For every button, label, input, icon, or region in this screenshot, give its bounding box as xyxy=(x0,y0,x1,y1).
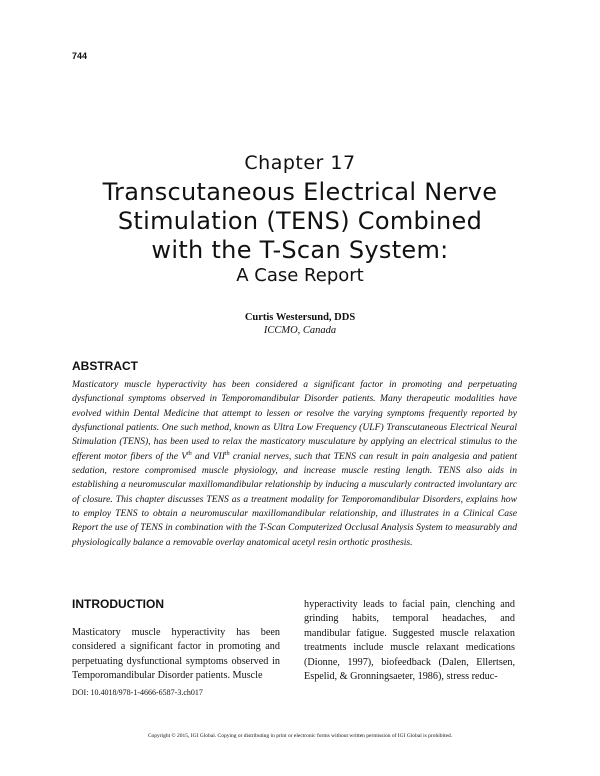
doi: DOI: 10.4018/978-1-4666-6587-3.ch017 xyxy=(72,688,203,697)
copyright-notice: Copyright © 2015, IGI Global. Copying or distributing in print or electronic forms without written permission of IGI Global is prohibited. xyxy=(147,733,453,739)
superscript-th: th xyxy=(224,450,230,457)
author-name: Curtis Westersund, DDS xyxy=(244,312,356,323)
introduction-left-column: Masticatory muscle hyperactivity has been considered a significant factor in promoting and perpetuating dysfunctional symptoms observed in Temporomandibular Disorder patients. Muscle xyxy=(72,627,280,682)
title-line-2: Stimulation (TENS) Combined xyxy=(117,207,483,235)
chapter-subtitle: A Case Report xyxy=(236,265,364,286)
chapter-title xyxy=(40,178,560,265)
title-line-3: with the T-Scan System: xyxy=(151,236,449,264)
abstract-heading: ABSTRACT xyxy=(72,359,138,373)
abstract-text-part-3: cranial nerves, such that TENS can result in pain analgesia and patient sedation, restore compromised muscle physiology, and increase muscle resting length. TENS also aids in establishing a neuromuscular maxillomandibular relationship by inducing a muscularly contracted involuntary arc of closure. This chapter discusses TENS as a treatment modality for Temporomandibular Disorders, explains how to employ TENS to obtain a neuromuscular maxillomandibular relationship, and illustrates in a Clinical Case Report the use of TENS in combination with the T-Scan Computerized Occlusal Analysis System to measurably and physiologically balance a removable overlay anatomical acetyl resin orthotic prosthesis. xyxy=(72,450,517,548)
abstract-body xyxy=(72,378,517,550)
introduction-right-column: hyperactivity leads to facial pain, clenching and grinding habits, temporal headaches, and mandibular fatigue. Suggested muscle relaxation treatments include muscle relaxant medications (Dionne, 1997), biofeedback (Dalen, Ellertsen, Espelid, & Gronningsaeter, 1986), stress reduc- xyxy=(304,599,515,683)
chapter-label: Chapter 17 xyxy=(244,152,356,174)
introduction-heading: INTRODUCTION xyxy=(72,597,164,611)
author-affiliation: ICCMO, Canada xyxy=(263,325,337,336)
superscript-th: th xyxy=(187,450,192,457)
title-line-1: Transcutaneous Electrical Nerve xyxy=(102,178,498,206)
abstract-text-part-1: Masticatory muscle hyperactivity has been considered a significant factor in promoting and perpetuating dysfunctional symptoms observed in Temporomandibular Disorder patients. Many therapeutic modalities have evolved within Dental Medicine that attempt to lessen or resolve the varying symptoms frequently reported by dysfunctional patients. One such method, known as Ultra Low Frequency (ULF) Transcutaneous Electrical Neural Stimulation (TENS), has been used to relax the masticatory musculature by applying an electrical stimulus to the efferent motor fibers of the V xyxy=(72,379,517,462)
page-number: 744 xyxy=(72,51,88,61)
abstract-text-part-2: and VII xyxy=(191,450,225,462)
